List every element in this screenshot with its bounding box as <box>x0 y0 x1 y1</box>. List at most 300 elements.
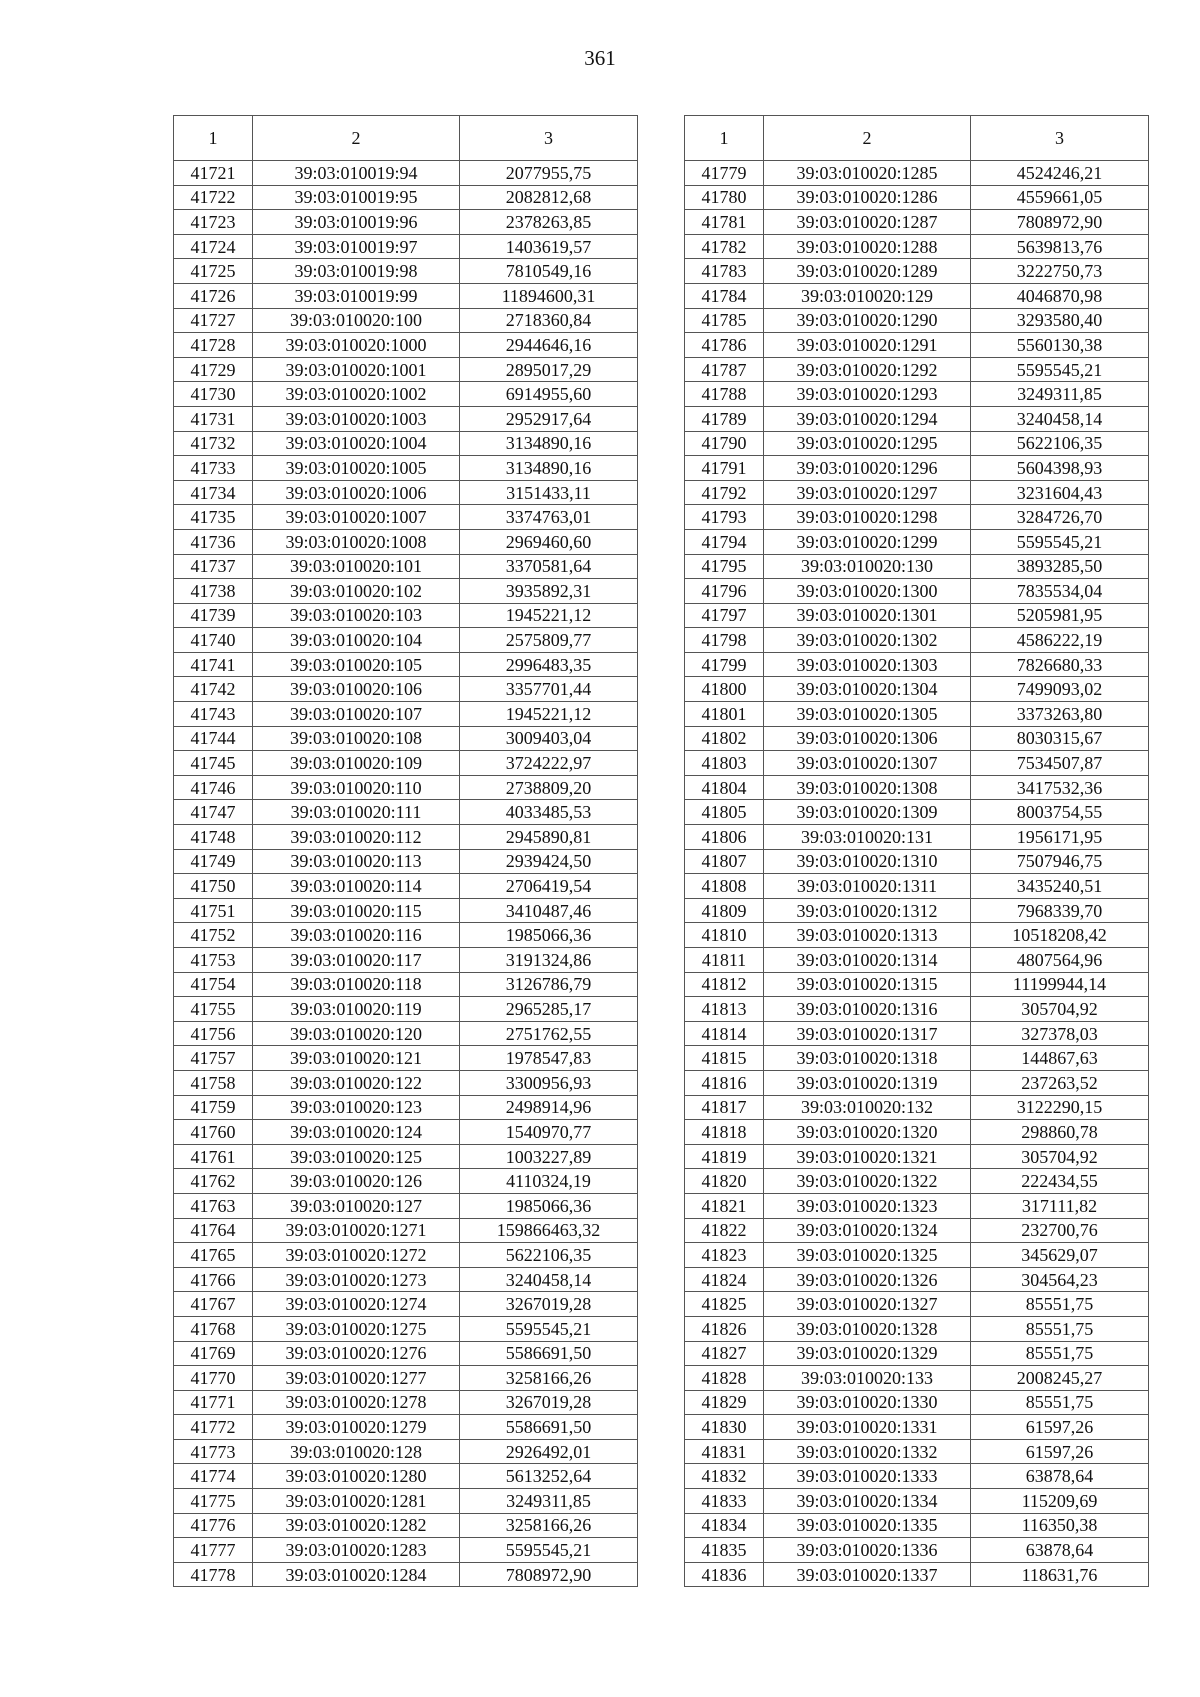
value-cell: 222434,55 <box>971 1169 1149 1194</box>
table-row <box>685 431 1149 456</box>
row-number-cell: 41755 <box>174 997 253 1022</box>
cadastral-number-cell: 39:03:010020:126 <box>253 1169 460 1194</box>
cadastral-number-cell: 39:03:010020:1002 <box>253 382 460 407</box>
row-number-cell: 41801 <box>685 702 764 727</box>
value-cell: 8030315,67 <box>971 726 1149 751</box>
cadastral-number-cell: 39:03:010020:1289 <box>764 259 971 284</box>
value-cell: 3373263,80 <box>971 702 1149 727</box>
value-cell: 3249311,85 <box>460 1489 638 1514</box>
value-cell: 4033485,53 <box>460 800 638 825</box>
cadastral-number-cell: 39:03:010020:1007 <box>253 505 460 530</box>
table-row <box>174 1489 638 1514</box>
value-cell: 85551,75 <box>971 1341 1149 1366</box>
row-number-cell: 41754 <box>174 972 253 997</box>
cadastral-number-cell: 39:03:010020:1327 <box>764 1292 971 1317</box>
cadastral-number-cell: 39:03:010020:123 <box>253 1095 460 1120</box>
column-header-2: 2 <box>253 116 460 161</box>
table-row <box>685 1095 1149 1120</box>
row-number-cell: 41768 <box>174 1316 253 1341</box>
table-row <box>685 603 1149 628</box>
table-row <box>174 923 638 948</box>
cadastral-number-cell: 39:03:010020:1316 <box>764 997 971 1022</box>
cadastral-number-cell: 39:03:010020:1322 <box>764 1169 971 1194</box>
value-cell: 3893285,50 <box>971 554 1149 579</box>
row-number-cell: 41733 <box>174 456 253 481</box>
cadastral-number-cell: 39:03:010020:1333 <box>764 1464 971 1489</box>
table-row <box>685 726 1149 751</box>
cadastral-number-cell: 39:03:010020:1326 <box>764 1267 971 1292</box>
row-number-cell: 41817 <box>685 1095 764 1120</box>
cadastral-number-cell: 39:03:010020:1321 <box>764 1144 971 1169</box>
row-number-cell: 41833 <box>685 1489 764 1514</box>
row-number-cell: 41736 <box>174 529 253 554</box>
row-number-cell: 41743 <box>174 702 253 727</box>
cadastral-number-cell: 39:03:010020:107 <box>253 702 460 727</box>
cadastral-number-cell: 39:03:010020:1313 <box>764 923 971 948</box>
row-number-cell: 41769 <box>174 1341 253 1366</box>
cadastral-number-cell: 39:03:010020:1284 <box>253 1562 460 1587</box>
value-cell: 2965285,17 <box>460 997 638 1022</box>
value-cell: 317111,82 <box>971 1193 1149 1218</box>
table-row <box>685 1243 1149 1268</box>
cadastral-number-cell: 39:03:010020:1294 <box>764 406 971 431</box>
value-cell: 3222750,73 <box>971 259 1149 284</box>
value-cell: 2738809,20 <box>460 775 638 800</box>
table-row <box>174 1439 638 1464</box>
row-number-cell: 41757 <box>174 1046 253 1071</box>
value-cell: 3724222,97 <box>460 751 638 776</box>
cadastral-number-cell: 39:03:010020:121 <box>253 1046 460 1071</box>
row-number-cell: 41796 <box>685 579 764 604</box>
cadastral-number-cell: 39:03:010020:116 <box>253 923 460 948</box>
table-row <box>685 554 1149 579</box>
value-cell: 5586691,50 <box>460 1341 638 1366</box>
cadastral-number-cell: 39:03:010020:1308 <box>764 775 971 800</box>
table-row <box>685 259 1149 284</box>
table-row <box>174 1513 638 1538</box>
cadastral-number-cell: 39:03:010019:94 <box>253 161 460 186</box>
table-row <box>685 185 1149 210</box>
value-cell: 5639813,76 <box>971 234 1149 259</box>
value-cell: 3249311,85 <box>971 382 1149 407</box>
row-number-cell: 41735 <box>174 505 253 530</box>
row-number-cell: 41797 <box>685 603 764 628</box>
row-number-cell: 41734 <box>174 480 253 505</box>
table-row <box>685 1021 1149 1046</box>
cadastral-number-cell: 39:03:010020:1307 <box>764 751 971 776</box>
value-cell: 1956171,95 <box>971 825 1149 850</box>
table-row <box>685 480 1149 505</box>
table-row <box>174 1144 638 1169</box>
row-number-cell: 41795 <box>685 554 764 579</box>
row-number-cell: 41744 <box>174 726 253 751</box>
value-cell: 11199944,14 <box>971 972 1149 997</box>
table-row <box>174 800 638 825</box>
table-row <box>685 677 1149 702</box>
cadastral-number-cell: 39:03:010020:1309 <box>764 800 971 825</box>
cadastral-number-cell: 39:03:010020:1305 <box>764 702 971 727</box>
row-number-cell: 41728 <box>174 333 253 358</box>
value-cell: 2952917,64 <box>460 406 638 431</box>
row-number-cell: 41793 <box>685 505 764 530</box>
column-header-3: 3 <box>460 116 638 161</box>
row-number-cell: 41824 <box>685 1267 764 1292</box>
row-number-cell: 41826 <box>685 1316 764 1341</box>
cadastral-number-cell: 39:03:010020:106 <box>253 677 460 702</box>
table-row <box>685 1538 1149 1563</box>
table-row <box>174 726 638 751</box>
row-number-cell: 41780 <box>685 185 764 210</box>
table-row <box>685 1292 1149 1317</box>
table-row <box>685 923 1149 948</box>
row-number-cell: 41763 <box>174 1193 253 1218</box>
row-number-cell: 41820 <box>685 1169 764 1194</box>
cadastral-number-cell: 39:03:010020:1320 <box>764 1120 971 1145</box>
value-cell: 3258166,26 <box>460 1513 638 1538</box>
row-number-cell: 41810 <box>685 923 764 948</box>
row-number-cell: 41751 <box>174 898 253 923</box>
table-row <box>174 185 638 210</box>
table-row <box>685 382 1149 407</box>
cadastral-number-cell: 39:03:010020:1293 <box>764 382 971 407</box>
table-row <box>174 1095 638 1120</box>
cadastral-number-cell: 39:03:010020:1315 <box>764 972 971 997</box>
cadastral-number-cell: 39:03:010020:1290 <box>764 308 971 333</box>
cadastral-number-cell: 39:03:010020:130 <box>764 554 971 579</box>
cadastral-number-cell: 39:03:010020:119 <box>253 997 460 1022</box>
row-number-cell: 41808 <box>685 874 764 899</box>
value-cell: 115209,69 <box>971 1489 1149 1514</box>
row-number-cell: 41761 <box>174 1144 253 1169</box>
table-row <box>174 431 638 456</box>
cadastral-number-cell: 39:03:010020:1271 <box>253 1218 460 1243</box>
row-number-cell: 41746 <box>174 775 253 800</box>
row-number-cell: 41721 <box>174 161 253 186</box>
cadastral-number-cell: 39:03:010020:122 <box>253 1070 460 1095</box>
cadastral-number-cell: 39:03:010020:113 <box>253 849 460 874</box>
cadastral-number-cell: 39:03:010020:100 <box>253 308 460 333</box>
cadastral-number-cell: 39:03:010020:1301 <box>764 603 971 628</box>
value-cell: 5595545,21 <box>460 1316 638 1341</box>
table-row <box>685 406 1149 431</box>
value-cell: 159866463,32 <box>460 1218 638 1243</box>
value-cell: 1978547,83 <box>460 1046 638 1071</box>
table-row <box>685 1169 1149 1194</box>
cadastral-number-cell: 39:03:010020:1310 <box>764 849 971 874</box>
value-cell: 5205981,95 <box>971 603 1149 628</box>
cadastral-number-cell: 39:03:010020:109 <box>253 751 460 776</box>
table-row <box>174 628 638 653</box>
cadastral-number-cell: 39:03:010020:1311 <box>764 874 971 899</box>
value-cell: 2008245,27 <box>971 1366 1149 1391</box>
cadastral-number-cell: 39:03:010020:131 <box>764 825 971 850</box>
table-row <box>174 849 638 874</box>
row-number-cell: 41753 <box>174 948 253 973</box>
value-cell: 3009403,04 <box>460 726 638 751</box>
table-row <box>685 628 1149 653</box>
cadastral-number-cell: 39:03:010020:1330 <box>764 1390 971 1415</box>
row-number-cell: 41816 <box>685 1070 764 1095</box>
value-cell: 298860,78 <box>971 1120 1149 1145</box>
row-number-cell: 41771 <box>174 1390 253 1415</box>
value-cell: 7826680,33 <box>971 652 1149 677</box>
value-cell: 5604398,93 <box>971 456 1149 481</box>
table-row <box>685 1193 1149 1218</box>
row-number-cell: 41779 <box>685 161 764 186</box>
value-cell: 61597,26 <box>971 1439 1149 1464</box>
cadastral-number-cell: 39:03:010020:108 <box>253 726 460 751</box>
value-cell: 1540970,77 <box>460 1120 638 1145</box>
table-row <box>174 505 638 530</box>
cadastral-number-cell: 39:03:010020:1272 <box>253 1243 460 1268</box>
row-number-cell: 41760 <box>174 1120 253 1145</box>
value-cell: 4110324,19 <box>460 1169 638 1194</box>
table-row <box>174 1169 638 1194</box>
cadastral-number-cell: 39:03:010020:1282 <box>253 1513 460 1538</box>
row-number-cell: 41749 <box>174 849 253 874</box>
cadastral-number-cell: 39:03:010020:1296 <box>764 456 971 481</box>
cadastral-number-cell: 39:03:010020:110 <box>253 775 460 800</box>
value-cell: 7810549,16 <box>460 259 638 284</box>
value-cell: 2706419,54 <box>460 874 638 899</box>
table-header-row <box>685 116 1149 161</box>
table-row <box>685 161 1149 186</box>
row-number-cell: 41818 <box>685 1120 764 1145</box>
table-row <box>174 1218 638 1243</box>
cadastral-number-cell: 39:03:010020:1303 <box>764 652 971 677</box>
row-number-cell: 41787 <box>685 357 764 382</box>
row-number-cell: 41750 <box>174 874 253 899</box>
table-row <box>174 603 638 628</box>
table-row <box>174 406 638 431</box>
row-number-cell: 41758 <box>174 1070 253 1095</box>
cadastral-number-cell: 39:03:010020:1008 <box>253 529 460 554</box>
table-row <box>174 948 638 973</box>
value-cell: 3240458,14 <box>971 406 1149 431</box>
cadastral-number-cell: 39:03:010019:95 <box>253 185 460 210</box>
table-row <box>685 1267 1149 1292</box>
value-cell: 3374763,01 <box>460 505 638 530</box>
table-row <box>174 702 638 727</box>
value-cell: 1003227,89 <box>460 1144 638 1169</box>
table-row <box>685 579 1149 604</box>
value-cell: 2926492,01 <box>460 1439 638 1464</box>
table-row <box>174 1243 638 1268</box>
row-number-cell: 41764 <box>174 1218 253 1243</box>
value-cell: 1403619,57 <box>460 234 638 259</box>
table-row <box>174 825 638 850</box>
value-cell: 7808972,90 <box>460 1562 638 1587</box>
value-cell: 2895017,29 <box>460 357 638 382</box>
cadastral-number-cell: 39:03:010020:1317 <box>764 1021 971 1046</box>
value-cell: 2378263,85 <box>460 210 638 235</box>
value-cell: 3267019,28 <box>460 1292 638 1317</box>
table-row <box>174 972 638 997</box>
cadastral-number-cell: 39:03:010020:127 <box>253 1193 460 1218</box>
table-row <box>685 456 1149 481</box>
cadastral-number-cell: 39:03:010020:1298 <box>764 505 971 530</box>
value-cell: 7507946,75 <box>971 849 1149 874</box>
value-cell: 7968339,70 <box>971 898 1149 923</box>
cadastral-number-cell: 39:03:010020:1304 <box>764 677 971 702</box>
table-row <box>174 161 638 186</box>
table-row <box>685 1439 1149 1464</box>
row-number-cell: 41791 <box>685 456 764 481</box>
row-number-cell: 41798 <box>685 628 764 653</box>
value-cell: 3417532,36 <box>971 775 1149 800</box>
value-cell: 5560130,38 <box>971 333 1149 358</box>
cadastral-number-cell: 39:03:010020:133 <box>764 1366 971 1391</box>
value-cell: 1945221,12 <box>460 603 638 628</box>
table-row <box>685 1415 1149 1440</box>
value-cell: 85551,75 <box>971 1316 1149 1341</box>
row-number-cell: 41738 <box>174 579 253 604</box>
row-number-cell: 41830 <box>685 1415 764 1440</box>
value-cell: 118631,76 <box>971 1562 1149 1587</box>
value-cell: 5595545,21 <box>971 529 1149 554</box>
cadastral-number-cell: 39:03:010020:1275 <box>253 1316 460 1341</box>
cadastral-number-cell: 39:03:010020:105 <box>253 652 460 677</box>
table-row <box>685 1120 1149 1145</box>
table-row <box>174 382 638 407</box>
cadastral-number-cell: 39:03:010020:120 <box>253 1021 460 1046</box>
value-cell: 3126786,79 <box>460 972 638 997</box>
value-cell: 61597,26 <box>971 1415 1149 1440</box>
table-row <box>174 234 638 259</box>
row-number-cell: 41725 <box>174 259 253 284</box>
row-number-cell: 41815 <box>685 1046 764 1071</box>
table-row <box>174 652 638 677</box>
row-number-cell: 41785 <box>685 308 764 333</box>
cadastral-number-cell: 39:03:010020:1004 <box>253 431 460 456</box>
cadastral-number-cell: 39:03:010020:1295 <box>764 431 971 456</box>
cadastral-number-cell: 39:03:010020:129 <box>764 283 971 308</box>
value-cell: 7808972,90 <box>971 210 1149 235</box>
row-number-cell: 41766 <box>174 1267 253 1292</box>
value-cell: 2751762,55 <box>460 1021 638 1046</box>
value-cell: 3240458,14 <box>460 1267 638 1292</box>
row-number-cell: 41819 <box>685 1144 764 1169</box>
table-row <box>685 1366 1149 1391</box>
row-number-cell: 41813 <box>685 997 764 1022</box>
value-cell: 116350,38 <box>971 1513 1149 1538</box>
table-row <box>685 1144 1149 1169</box>
row-number-cell: 41828 <box>685 1366 764 1391</box>
row-number-cell: 41800 <box>685 677 764 702</box>
value-cell: 5613252,64 <box>460 1464 638 1489</box>
table-row <box>685 849 1149 874</box>
cadastral-number-cell: 39:03:010020:1337 <box>764 1562 971 1587</box>
row-number-cell: 41722 <box>174 185 253 210</box>
row-number-cell: 41786 <box>685 333 764 358</box>
table-row <box>685 825 1149 850</box>
value-cell: 5622106,35 <box>460 1243 638 1268</box>
table-row <box>174 333 638 358</box>
value-cell: 3134890,16 <box>460 431 638 456</box>
row-number-cell: 41803 <box>685 751 764 776</box>
row-number-cell: 41794 <box>685 529 764 554</box>
row-number-cell: 41821 <box>685 1193 764 1218</box>
value-cell: 232700,76 <box>971 1218 1149 1243</box>
row-number-cell: 41827 <box>685 1341 764 1366</box>
value-cell: 3410487,46 <box>460 898 638 923</box>
cadastral-number-cell: 39:03:010020:1288 <box>764 234 971 259</box>
row-number-cell: 41747 <box>174 800 253 825</box>
table-row <box>685 283 1149 308</box>
value-cell: 5595545,21 <box>971 357 1149 382</box>
row-number-cell: 41806 <box>685 825 764 850</box>
row-number-cell: 41739 <box>174 603 253 628</box>
table-row <box>685 210 1149 235</box>
row-number-cell: 41724 <box>174 234 253 259</box>
value-cell: 5622106,35 <box>971 431 1149 456</box>
table-row <box>685 751 1149 776</box>
cadastral-number-cell: 39:03:010020:1000 <box>253 333 460 358</box>
value-cell: 2082812,68 <box>460 185 638 210</box>
table-row <box>685 1562 1149 1587</box>
value-cell: 1945221,12 <box>460 702 638 727</box>
row-number-cell: 41775 <box>174 1489 253 1514</box>
cadastral-number-cell: 39:03:010019:99 <box>253 283 460 308</box>
cadastral-number-cell: 39:03:010020:1281 <box>253 1489 460 1514</box>
value-cell: 304564,23 <box>971 1267 1149 1292</box>
value-cell: 3258166,26 <box>460 1366 638 1391</box>
table-row <box>174 874 638 899</box>
cadastral-number-cell: 39:03:010020:101 <box>253 554 460 579</box>
cadastral-number-cell: 39:03:010020:1331 <box>764 1415 971 1440</box>
value-cell: 63878,64 <box>971 1464 1149 1489</box>
row-number-cell: 41741 <box>174 652 253 677</box>
cadastral-number-cell: 39:03:010019:98 <box>253 259 460 284</box>
cadastral-number-cell: 39:03:010020:125 <box>253 1144 460 1169</box>
value-cell: 85551,75 <box>971 1292 1149 1317</box>
table-row <box>685 1070 1149 1095</box>
cadastral-number-cell: 39:03:010020:114 <box>253 874 460 899</box>
table-row <box>174 898 638 923</box>
table-row <box>685 529 1149 554</box>
value-cell: 1985066,36 <box>460 923 638 948</box>
table-row <box>685 898 1149 923</box>
value-cell: 85551,75 <box>971 1390 1149 1415</box>
row-number-cell: 41823 <box>685 1243 764 1268</box>
cadastral-number-cell: 39:03:010020:1283 <box>253 1538 460 1563</box>
cadastral-number-cell: 39:03:010020:1278 <box>253 1390 460 1415</box>
row-number-cell: 41831 <box>685 1439 764 1464</box>
table-row <box>685 505 1149 530</box>
cadastral-number-cell: 39:03:010020:1334 <box>764 1489 971 1514</box>
left-table <box>173 115 638 1587</box>
value-cell: 3191324,86 <box>460 948 638 973</box>
table-row <box>685 972 1149 997</box>
table-row <box>685 652 1149 677</box>
table-row <box>174 997 638 1022</box>
row-number-cell: 41740 <box>174 628 253 653</box>
cadastral-number-cell: 39:03:010020:124 <box>253 1120 460 1145</box>
table-row <box>685 1489 1149 1514</box>
cadastral-number-cell: 39:03:010020:1003 <box>253 406 460 431</box>
row-number-cell: 41727 <box>174 308 253 333</box>
row-number-cell: 41784 <box>685 283 764 308</box>
row-number-cell: 41805 <box>685 800 764 825</box>
cadastral-number-cell: 39:03:010020:1286 <box>764 185 971 210</box>
value-cell: 3231604,43 <box>971 480 1149 505</box>
row-number-cell: 41781 <box>685 210 764 235</box>
cadastral-number-cell: 39:03:010019:97 <box>253 234 460 259</box>
table-row <box>685 702 1149 727</box>
row-number-cell: 41778 <box>174 1562 253 1587</box>
row-number-cell: 41835 <box>685 1538 764 1563</box>
table-row <box>174 1390 638 1415</box>
